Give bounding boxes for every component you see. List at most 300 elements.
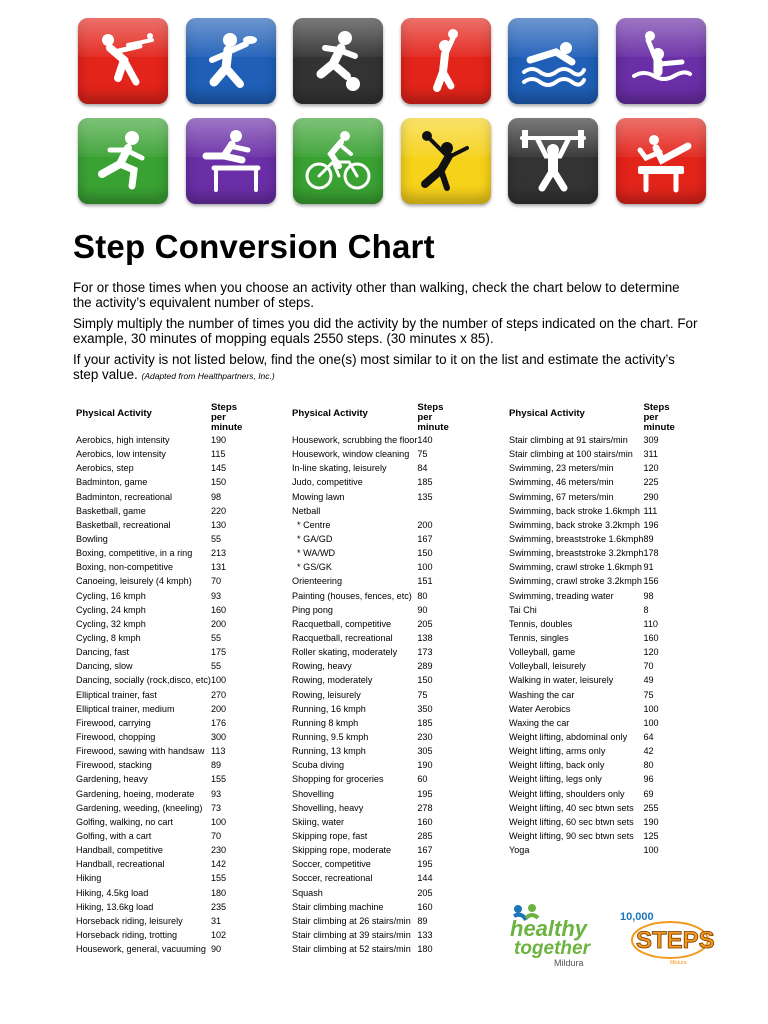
table-row	[76, 730, 242, 744]
table-row	[509, 645, 675, 659]
steps-cell: 255	[643, 802, 659, 813]
activity-cell: Badminton, recreational	[76, 491, 173, 502]
activity-cell: Yoga	[509, 845, 530, 856]
logo-steps-mildura-text: Mildura	[670, 960, 687, 966]
steps-cell: 155	[210, 774, 227, 785]
steps-cell: 160	[643, 633, 659, 644]
steps-cell: 195	[417, 788, 433, 799]
table-row	[509, 744, 675, 758]
intro-paragraph-1: For or those times when you choose an activity other than walking, check the chart below to determine the activity’s equivalent number of steps.	[73, 280, 680, 310]
steps-cell: 167	[417, 845, 433, 856]
steps-cell: 80	[417, 590, 428, 601]
intro-text	[73, 280, 701, 390]
table-column-2	[292, 403, 449, 956]
steps-cell: 111	[643, 505, 658, 516]
logo-mildura-text: Mildura	[554, 958, 584, 968]
steps-cell: 100	[210, 675, 227, 686]
steps-cell: 8	[643, 604, 649, 615]
table-row	[76, 532, 242, 546]
steps-cell: 160	[210, 604, 227, 615]
activity-cell: Dancing, slow	[76, 661, 133, 672]
activity-cell: Gardening, hoeing, moderate	[76, 788, 195, 799]
steps-cell: 185	[417, 717, 433, 728]
steps-cell: 100	[417, 562, 433, 573]
activity-cell: Badminton, game	[76, 477, 148, 488]
steps-cell: 270	[210, 689, 227, 700]
table-row	[292, 730, 449, 744]
header-activity: Physical Activity	[76, 408, 152, 419]
header-steps-line2: minute	[643, 422, 675, 433]
steps-cell: 100	[643, 717, 659, 728]
steps-cell: 130	[210, 519, 227, 530]
table-row	[509, 546, 675, 560]
activity-cell: Horseback riding, trotting	[76, 929, 178, 940]
table-row	[292, 772, 449, 786]
sport-icons-row-1	[78, 18, 706, 104]
steps-cell: 98	[643, 590, 654, 601]
sport-icons-row-2	[78, 118, 706, 204]
steps-cell: 173	[417, 647, 433, 658]
activity-cell: Rowing, leisurely	[292, 689, 361, 700]
activity-cell: Swimming, breaststroke 1.6kmph	[509, 534, 644, 545]
table-row	[76, 560, 242, 574]
steps-cell	[417, 504, 448, 518]
table-row	[509, 688, 675, 702]
header-steps-line1: Steps per	[417, 402, 444, 423]
table-row	[292, 433, 449, 447]
steps-cell: 160	[417, 816, 433, 827]
steps-cell: 190	[643, 816, 659, 827]
table-row	[509, 461, 675, 475]
table-row	[292, 603, 449, 617]
volleyball-icon	[401, 118, 491, 204]
table-row	[76, 787, 242, 801]
steps-cell: 115	[210, 449, 226, 460]
pommel-horse-icon	[616, 118, 706, 204]
steps-cell: 156	[643, 576, 659, 587]
steps-cell: 160	[417, 901, 433, 912]
activity-cell: Mowing lawn	[292, 491, 345, 502]
activity-cell: Stair climbing at 91 stairs/min	[509, 435, 628, 446]
table-row	[76, 433, 242, 447]
activity-cell: Painting (houses, fences, etc)	[292, 590, 412, 601]
swimming-icon	[508, 18, 598, 104]
activity-cell: Walking in water, leisurely	[509, 675, 614, 686]
steps-cell: 69	[643, 788, 654, 799]
steps-cell: 150	[417, 675, 433, 686]
activity-cell: Golfing, with a cart	[76, 831, 152, 841]
table-row	[76, 815, 242, 829]
activity-cell: Soccer, competitive	[292, 859, 371, 870]
table-row	[292, 461, 449, 475]
table-row	[76, 546, 242, 560]
activity-cell: Rowing, moderately	[292, 675, 373, 686]
activity-cell: Squash	[292, 887, 323, 898]
table-row	[292, 928, 449, 942]
activity-cell: Rowing, heavy	[292, 661, 352, 672]
table-row	[76, 589, 242, 603]
table-row	[509, 659, 675, 673]
table-row	[76, 504, 242, 518]
table-row	[76, 928, 242, 942]
steps-cell: 96	[643, 774, 654, 785]
activity-cell: Running 8 kmph	[292, 717, 359, 728]
steps-cell: 138	[417, 633, 433, 644]
activity-cell: Cycling, 32 kmph	[76, 618, 146, 629]
table-row	[292, 645, 449, 659]
table-row	[76, 673, 242, 687]
table-row	[292, 829, 449, 843]
activity-cell: Soccer, recreational	[292, 873, 373, 884]
table-row	[292, 546, 449, 560]
activity-cell: Judo, competitive	[292, 477, 363, 488]
activity-cell: Weight lifting, legs only	[509, 774, 602, 785]
activity-cell: Shovelling, heavy	[292, 802, 364, 813]
table-row	[509, 475, 675, 489]
baseball-icon	[78, 18, 168, 104]
steps-cell: 309	[643, 435, 659, 446]
intro-paragraph-3-text: If your activity is not listed below, find the one(s) most similar to it on the list and estimate the activity’s step value.	[73, 352, 675, 382]
table-row	[509, 560, 675, 574]
steps-cell: 70	[210, 831, 222, 841]
steps-cell: 300	[210, 732, 227, 743]
steps-cell: 235	[210, 901, 227, 912]
table-row	[292, 702, 449, 716]
activity-cell: Swimming, back stroke 1.6kmph	[509, 505, 640, 516]
steps-cell: 180	[210, 887, 227, 898]
activity-cell: Swimming, 67 meters/min	[509, 491, 614, 502]
activity-cell: Water Aerobics	[509, 703, 571, 714]
table-row	[292, 787, 449, 801]
steps-cell: 120	[643, 647, 659, 658]
table-row	[509, 631, 675, 645]
table-row	[292, 518, 449, 532]
activity-cell: * WA/WD	[292, 548, 336, 559]
table-row	[76, 886, 242, 900]
activity-cell: Housework, window cleaning	[292, 449, 410, 460]
table-row	[509, 829, 675, 843]
steps-cell: 142	[210, 859, 227, 870]
table-row	[292, 758, 449, 772]
steps-cell: 110	[643, 618, 658, 629]
table-row	[509, 758, 675, 772]
activity-cell: Tennis, singles	[509, 633, 569, 644]
intro-paragraph-2: Simply multiply the number of times you did the activity by the number of steps indicated on the chart. For example, 30 minutes of mopping equals 2550 steps. (30 minutes x 85).	[73, 316, 698, 346]
activity-cell: Firewood, sawing with handsaw	[76, 746, 205, 757]
healthy-together-logo	[508, 902, 718, 972]
steps-cell: 140	[417, 435, 433, 446]
activity-cell: Shovelling	[292, 788, 334, 799]
table-row	[76, 603, 242, 617]
steps-cell: 93	[210, 590, 222, 601]
steps-cell: 80	[643, 760, 654, 771]
header-steps	[643, 403, 674, 433]
steps-cell: 285	[417, 831, 433, 841]
activity-cell: Skipping rope, moderate	[292, 845, 392, 856]
table-row	[509, 574, 675, 588]
activity-cell: Basketball, recreational	[76, 519, 171, 530]
table-row	[509, 716, 675, 730]
activity-cell: Racquetball, competitive	[292, 618, 392, 629]
table-row	[292, 716, 449, 730]
table-row	[76, 914, 242, 928]
header-activity: Physical Activity	[509, 408, 585, 419]
activity-cell: Weight lifting, abdominal only	[509, 732, 628, 743]
header-steps-line2: minute	[210, 422, 243, 433]
activity-cell: Shopping for groceries	[292, 774, 384, 785]
activity-cell: Dancing, fast	[76, 647, 130, 658]
steps-cell: 151	[417, 576, 433, 587]
10000-steps-logo	[620, 911, 715, 966]
steps-cell: 75	[417, 689, 428, 700]
activity-cell: Horseback riding, leisurely	[76, 915, 183, 926]
table-row	[76, 461, 242, 475]
table-row	[509, 490, 675, 504]
activity-cell: Washing the car	[509, 689, 575, 700]
steps-cell: 89	[210, 760, 222, 771]
activity-cell: In-line skating, leisurely	[292, 463, 387, 474]
weightlifting-icon	[508, 118, 598, 204]
activity-cell: Swimming, crawl stroke 3.2kmph	[509, 576, 642, 587]
table-row	[292, 843, 449, 857]
source-credit: (Adapted from Healthpartners, Inc.)	[141, 371, 275, 381]
logo-steps-text: STEPS	[636, 927, 715, 954]
activity-cell: Skipping rope, fast	[292, 831, 368, 841]
steps-cell: 155	[210, 873, 227, 884]
steps-cell: 176	[210, 717, 227, 728]
table-row	[292, 900, 449, 914]
activity-cell: Golfing, walking, no cart	[76, 816, 174, 827]
steps-cell: 98	[210, 491, 222, 502]
table-row	[76, 744, 242, 758]
logo-together-text: together	[514, 938, 590, 959]
steps-cell: 289	[417, 661, 433, 672]
steps-cell: 100	[210, 816, 227, 827]
running-icon	[78, 118, 168, 204]
steps-cell: 125	[643, 831, 659, 841]
table-row	[76, 475, 242, 489]
table-row	[292, 617, 449, 631]
activity-cell: Boxing, non-competitive	[76, 562, 174, 573]
steps-cell: 113	[210, 746, 226, 757]
steps-cell: 185	[417, 477, 433, 488]
table-row	[76, 829, 242, 843]
activity-cell: Stair climbing machine	[292, 901, 384, 912]
table-row	[76, 688, 242, 702]
steps-cell: 200	[210, 703, 227, 714]
intro-paragraph-3	[73, 352, 701, 384]
table-row	[509, 617, 675, 631]
table-row	[509, 843, 675, 857]
steps-cell: 90	[417, 604, 428, 615]
steps-cell: 350	[417, 703, 433, 714]
activity-cell: Aerobics, low intensity	[76, 449, 166, 460]
table-row	[76, 801, 242, 815]
steps-cell: 133	[417, 929, 433, 940]
activity-cell: * GA/GD	[292, 534, 333, 545]
steps-cell: 73	[210, 802, 222, 813]
activity-cell: Swimming, crawl stroke 1.6kmph	[509, 562, 642, 573]
activity-cell: Swimming, back stroke 3.2kmph	[509, 519, 640, 530]
activity-cell: Skiing, water	[292, 816, 345, 827]
table-row	[509, 518, 675, 532]
steps-cell: 205	[417, 887, 433, 898]
table-row	[76, 942, 242, 956]
sport-icons-grid	[78, 18, 706, 218]
table-row	[509, 730, 675, 744]
table-row	[509, 504, 675, 518]
steps-cell: 70	[210, 576, 222, 587]
steps-cell: 49	[643, 675, 654, 686]
table-row	[76, 716, 242, 730]
table-row	[76, 758, 242, 772]
steps-cell: 220	[210, 505, 227, 516]
steps-cell: 55	[210, 661, 222, 672]
steps-cell: 200	[417, 519, 433, 530]
steps-cell: 311	[643, 449, 658, 460]
steps-cell: 190	[210, 435, 227, 446]
activity-cell: Roller skating, moderately	[292, 647, 398, 658]
steps-cell: 93	[210, 788, 222, 799]
activity-cell: Stair climbing at 26 stairs/min	[292, 915, 411, 926]
steps-cell: 89	[417, 915, 428, 926]
header-steps-line1: Steps per	[210, 402, 238, 423]
activity-cell: Dancing, socially (rock,disco, etc)	[76, 675, 211, 686]
activity-cell: Ping pong	[292, 604, 333, 615]
steps-cell: 55	[210, 633, 222, 644]
table-row	[292, 589, 449, 603]
activity-cell: Scuba diving	[292, 760, 345, 771]
activity-cell: Cycling, 24 kmph	[76, 604, 146, 615]
table-row	[292, 504, 449, 518]
table-row	[292, 857, 449, 871]
activity-cell: * GS/GK	[292, 562, 332, 573]
table-row	[292, 914, 449, 928]
activity-cell: Handball, recreational	[76, 859, 165, 870]
table-column-1	[76, 403, 242, 956]
steps-cell: 178	[643, 548, 659, 559]
steps-cell: 102	[210, 929, 227, 940]
table-row	[509, 673, 675, 687]
table-row	[292, 744, 449, 758]
steps-cell: 100	[643, 703, 659, 714]
steps-cell: 84	[417, 463, 428, 474]
activity-cell: Volleyball, game	[509, 647, 576, 658]
activity-cell: Weight lifting, 90 sec btwn sets	[509, 831, 634, 841]
steps-cell: 131	[210, 562, 227, 573]
steps-cell: 75	[643, 689, 654, 700]
steps-cell: 64	[643, 732, 654, 743]
activity-cell: Orienteering	[292, 576, 343, 587]
header-steps	[211, 403, 242, 433]
activity-cell: Swimming, breaststroke 3.2kmph	[509, 548, 644, 559]
table-row	[292, 475, 449, 489]
table-row	[509, 772, 675, 786]
activity-cell: Elliptical trainer, medium	[76, 703, 175, 714]
steps-cell: 120	[643, 463, 659, 474]
steps-cell: 60	[417, 774, 428, 785]
page-title: Step Conversion Chart	[73, 228, 435, 265]
table-row	[292, 560, 449, 574]
table-row	[76, 645, 242, 659]
table-row	[76, 702, 242, 716]
activity-cell: Bowling	[76, 534, 108, 545]
activity-cell: Waxing the car	[509, 717, 570, 728]
activity-cell: * Centre	[292, 519, 331, 530]
soccer-icon	[293, 18, 383, 104]
table-row	[76, 574, 242, 588]
activity-cell: Running, 9.5 kmph	[292, 732, 369, 743]
table-column-3	[509, 403, 675, 857]
steps-cell: 150	[210, 477, 227, 488]
activity-cell: Volleyball, leisurely	[509, 661, 586, 672]
cycling-icon	[293, 118, 383, 204]
steps-cell: 205	[417, 618, 433, 629]
activity-cell: Cycling, 8 kmph	[76, 633, 141, 644]
activity-cell: Aerobics, step	[76, 463, 134, 474]
table-row	[292, 447, 449, 461]
table-row	[509, 589, 675, 603]
activity-cell: Hiking, 4.5kg load	[76, 887, 149, 898]
activity-cell: Stair climbing at 52 stairs/min	[292, 944, 411, 955]
steps-cell: 230	[210, 845, 227, 856]
table-row	[509, 603, 675, 617]
logo-10000-text: 10,000	[620, 911, 654, 923]
table-row	[292, 490, 449, 504]
table-row	[76, 857, 242, 871]
header-steps-line1: Steps per	[643, 402, 670, 423]
table-row	[509, 532, 675, 546]
table-row	[292, 574, 449, 588]
table-row	[509, 801, 675, 815]
table-row	[509, 433, 675, 447]
table-row	[509, 787, 675, 801]
table-row	[292, 532, 449, 546]
table-row	[292, 631, 449, 645]
header-steps	[417, 403, 448, 433]
activity-cell: Hiking	[76, 873, 102, 884]
basketball-icon	[401, 18, 491, 104]
table-row	[76, 617, 242, 631]
steps-cell: 150	[417, 548, 433, 559]
steps-cell: 230	[417, 732, 433, 743]
steps-cell: 100	[643, 845, 659, 856]
activity-cell: Weight lifting, 60 sec btwn sets	[509, 816, 634, 827]
activity-cell: Tennis, doubles	[509, 618, 573, 629]
steps-cell: 90	[210, 944, 222, 955]
activity-cell: Gardening, weeding, (kneeling)	[76, 802, 203, 813]
table-row	[509, 447, 675, 461]
activity-cell: Housework, scrubbing the floor	[292, 435, 418, 446]
table-row	[76, 843, 242, 857]
table-row	[76, 490, 242, 504]
steps-cell: 135	[417, 491, 433, 502]
table-row	[292, 815, 449, 829]
activity-cell: Boxing, competitive, in a ring	[76, 548, 193, 559]
steps-cell: 75	[417, 449, 428, 460]
activity-cell: Weight lifting, arms only	[509, 746, 606, 757]
water-polo-icon	[616, 18, 706, 104]
table-row	[292, 871, 449, 885]
activity-cell: Stair climbing at 39 stairs/min	[292, 929, 411, 940]
steps-cell: 290	[643, 491, 659, 502]
activity-cell: Elliptical trainer, fast	[76, 689, 157, 700]
table-row	[76, 772, 242, 786]
steps-cell: 200	[210, 618, 227, 629]
activity-cell: Weight lifting, shoulders only	[509, 788, 625, 799]
table-row	[509, 815, 675, 829]
steps-cell: 225	[643, 477, 659, 488]
